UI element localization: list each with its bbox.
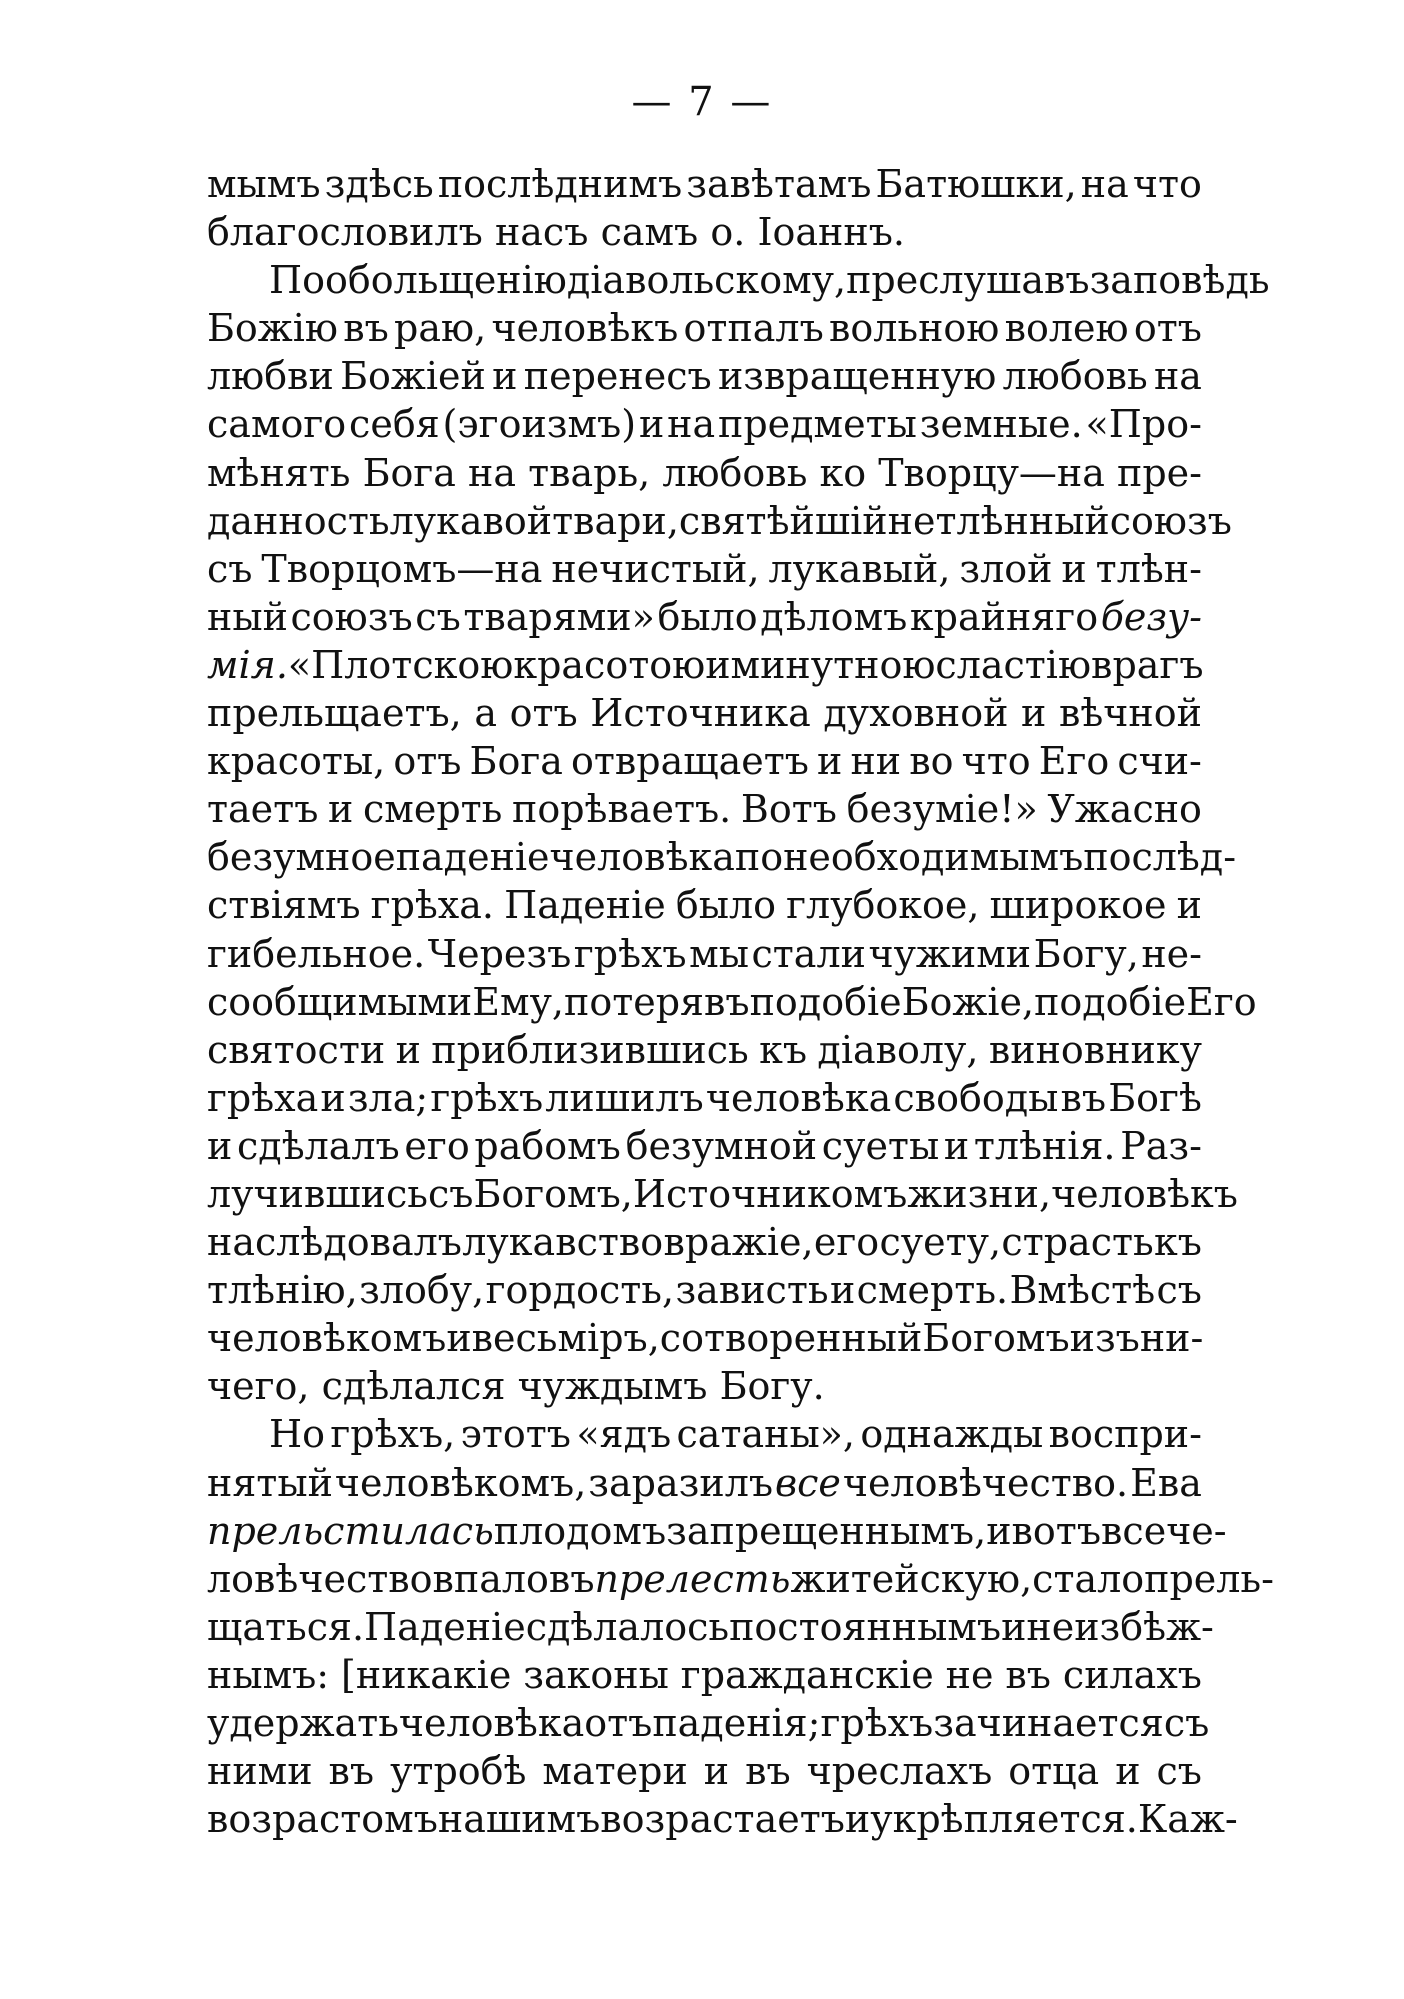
word: безумной [625,1123,818,1168]
word: и [1001,1604,1027,1649]
word: страсть [1001,1220,1154,1265]
word: суеты [821,1123,940,1168]
word: Вмѣстѣ [1009,1268,1156,1313]
word: утробѣ [390,1749,527,1794]
word: Божіе, [901,979,1035,1024]
word: Богѣ [1108,1075,1202,1120]
word: Богу, [1033,931,1139,976]
word: не [945,1652,994,1697]
word: святости [207,1027,386,1072]
word: подобіе [749,979,902,1024]
word: насъ [494,210,589,255]
word: лукавство [462,1220,664,1265]
word: неизбѣж- [1026,1604,1214,1649]
word: однажды [860,1412,1044,1457]
word: что [961,739,1031,784]
word: смерть. [856,1268,1009,1313]
word: чреслахъ [806,1749,993,1794]
word: сластію [935,642,1092,687]
text-line [207,352,1202,400]
word: нетлѣнный [887,498,1110,543]
word: Божію [207,306,338,351]
word: грѣха [207,1075,319,1120]
word: завѣтамъ [686,162,872,206]
word: съ [207,546,253,591]
word: и [844,1797,871,1842]
word: тварями» [463,594,655,639]
word: ствіямъ [207,883,361,928]
word: чужими [868,931,1032,976]
word: по [734,835,784,880]
word: стало [1032,1556,1145,1601]
word: Іоаннъ. [757,210,905,255]
word: земные. [919,402,1083,447]
word: въ [1060,1075,1107,1120]
word: любовь [1002,354,1148,399]
word: прель- [1144,1556,1274,1601]
word: врагъ [1091,642,1204,687]
word: силахъ [1062,1652,1202,1697]
word: Источника [590,691,811,736]
text-line [207,1410,1202,1458]
word: отпалъ [683,306,824,351]
word: съ [415,594,461,639]
word: въ [548,1556,595,1601]
text-line [207,160,1202,208]
word: Паденіе [504,883,666,928]
word: мія. [207,642,288,687]
word: законы [523,1652,669,1697]
word: зависть [675,1268,829,1313]
word: нашимъ [437,1797,601,1842]
word: его [404,1123,470,1168]
word: и [638,402,665,447]
word: сатаны», [676,1412,856,1457]
word: «ядъ [576,1412,672,1457]
word: и [207,1123,233,1168]
text-line [207,1795,1238,1843]
word: наслѣдовалъ [207,1220,462,1265]
word: Но [269,1412,326,1457]
word: мѣнять [207,450,351,495]
word: прельстилась [207,1508,494,1553]
text-line [207,1507,1227,1555]
word: весь [471,1316,558,1361]
word: грѣхъ, [330,1412,456,1457]
word: преслушавъ [846,258,1090,303]
word: Источникомъ [632,1171,908,1216]
word: подобіе [1034,979,1187,1024]
word: воспри- [1048,1412,1202,1457]
word: нечистый, [551,546,760,591]
word: и [986,1508,1012,1553]
word: этотъ [460,1412,571,1457]
word: человѣкомъ, [334,1460,587,1505]
word: человѣка [549,835,735,880]
word: къ [759,1027,808,1072]
word: злобу, [359,1268,485,1313]
word: зачинается [933,1701,1164,1745]
word: красоты, [207,739,386,784]
text-line [207,256,1270,304]
word: діаволу, [817,1027,979,1072]
word: сотворенный [659,1316,923,1361]
page-number: — 7 — [631,79,773,125]
word: щаться. [207,1604,365,1649]
word: зла; [347,1075,429,1120]
word: и [328,787,354,832]
word: Раз- [1120,1123,1202,1168]
text-line [207,1747,1202,1795]
word: данность [207,498,390,543]
text-line [207,1314,1202,1362]
word: (эгоизмъ) [442,402,637,447]
word: вольною [828,306,1000,351]
text-line [207,1459,1202,1507]
word: человѣкомъ [207,1316,447,1361]
word: міръ, [557,1316,660,1361]
word: лишилъ [545,1075,704,1120]
word: отъ [1133,306,1202,351]
word: грѣхъ [573,931,687,976]
word: мымъ [207,162,321,206]
word: ный [207,594,288,639]
word: святѣйшій [678,498,888,543]
word: человѣка [398,1701,585,1745]
word: съ [1156,1749,1202,1794]
word: удержать [207,1701,399,1745]
word: «Про- [1085,402,1202,447]
text-line [207,881,1202,929]
word: отъ [584,1701,653,1745]
word: порѣваетъ. [512,787,732,832]
word: Божіей [340,354,486,399]
word: паденіе [395,835,550,880]
word: впало [432,1556,549,1601]
word: злой [959,546,1053,591]
word: съ [427,1171,474,1216]
word: сдѣлалъ [237,1123,400,1168]
text-line [207,737,1202,785]
word: съ [1163,1701,1210,1745]
word: діавольскому, [566,258,847,303]
text-line [207,689,1202,737]
word: безу- [1100,594,1202,639]
word: человѣчество. [842,1460,1129,1505]
word: чуждымъ [517,1364,708,1409]
word: союзъ [1109,498,1232,543]
word: тлѣн- [1095,546,1202,591]
text-line [207,400,1202,448]
word: паденія; [652,1701,821,1745]
word: сдѣлался [321,1364,506,1409]
word: ними [207,1749,313,1794]
word: рабомъ [474,1123,621,1168]
word: глубокое, [786,883,980,928]
text-line [207,641,1202,689]
word: красотою [513,642,706,687]
word: было [657,594,758,639]
word: изъ [1069,1316,1140,1361]
word: плодомъ [493,1508,667,1553]
word: суету, [879,1220,1002,1265]
text-line [207,1266,1202,1314]
word: тварь, [528,450,651,495]
word: смерть [362,787,503,832]
word: стали [751,931,866,976]
word: къ [1154,1220,1202,1265]
word: а [474,691,497,736]
word: и [1176,883,1202,928]
word: свободы [893,1075,1059,1120]
text-line [207,1170,1238,1218]
word: ни- [1139,1316,1204,1361]
word: сообщимыми [207,979,473,1024]
word: союзъ [290,594,413,639]
word: на [1080,162,1129,206]
word: и [705,642,731,687]
word: тлѣнія. [973,1123,1116,1168]
word: необходимымъ [783,835,1084,880]
word: предметы [718,402,917,447]
word: грѣхъ [820,1701,934,1745]
word: раю, [394,306,487,351]
word: его [813,1220,880,1265]
word: Черезъ [427,931,572,976]
word: себя [349,402,440,447]
word: заразилъ [588,1460,774,1505]
word: самъ [600,210,699,255]
word: Его [1186,979,1257,1024]
text-line [207,785,1202,833]
word: въ [745,1749,791,1794]
word: на [468,450,516,495]
word: прельщаетъ, [207,691,462,736]
text-line [207,449,1202,497]
word: возрастомъ [207,1797,438,1842]
word: что [1132,162,1202,206]
word: лукавой [389,498,553,543]
word: перенесъ [523,354,712,399]
word: во [909,739,954,784]
word: минутною [730,642,936,687]
word: укрѣпляется. [870,1797,1138,1842]
word: возрастаетъ [600,1797,845,1842]
word: Батюшки, [875,162,1077,206]
word: матери [542,1749,688,1794]
word: человѣкъ [1051,1171,1238,1216]
word: на [1153,354,1202,399]
word: сдѣлалось [525,1604,730,1649]
word: пре- [1117,450,1202,495]
word: нятый [207,1460,333,1505]
text-line [207,593,1202,641]
text-line [207,1555,1274,1603]
word: твари, [552,498,679,543]
word: вражіе, [663,1220,814,1265]
word: благословилъ [207,210,483,255]
word: отвращаетъ [570,739,809,784]
word: лукавый, [768,546,951,591]
word: и [943,1123,970,1168]
word: крайняго [909,594,1099,639]
word: и [492,354,518,399]
word: тлѣнію, [207,1268,358,1313]
word: и [1115,1749,1141,1794]
text-line [207,1074,1202,1122]
word: безуміе!» [846,787,1038,832]
word: Вотъ [740,787,837,832]
word: было [675,883,776,928]
word: не- [1141,931,1202,976]
text-line [207,1603,1214,1651]
text-line [207,497,1232,545]
word: ко [819,450,867,495]
word: и [1021,691,1047,736]
word: счи- [1117,739,1202,784]
word: Ужасно [1047,787,1202,832]
text-line [207,978,1257,1026]
word: запрещеннымъ, [666,1508,987,1553]
word: и [320,1075,346,1120]
word: Бога [469,739,563,784]
word: и [817,739,843,784]
word: въ [343,306,389,351]
word: нымъ: [207,1652,330,1697]
word: въ [1005,1652,1051,1697]
word: съ [1156,1268,1202,1313]
word: вѣчной [1058,691,1202,736]
text-line [207,1699,1210,1747]
word: о. [710,210,746,255]
word: и [829,1268,856,1313]
word: послѣд- [1083,835,1237,880]
word: Творцу—на [878,450,1105,495]
word: гражданскіе [680,1652,934,1697]
word: [никакіе [341,1652,512,1697]
word: потерявъ [564,979,750,1024]
word: самого [207,402,347,447]
word: Каж- [1137,1797,1238,1842]
word: дѣломъ [760,594,908,639]
word: грѣхъ [430,1075,544,1120]
word: обольщенію [325,258,567,303]
word: человѣкъ [491,306,679,351]
word: отца [1008,1749,1100,1794]
word: безумное [207,835,396,880]
word: приблизившись [431,1027,749,1072]
word: на [667,402,716,447]
word: грѣха. [370,883,494,928]
text-line [207,1651,1202,1699]
word: и [395,1027,421,1072]
word: жизни, [907,1171,1052,1216]
body-text [207,160,1274,1843]
text-line [207,1218,1202,1266]
word: послѣднимъ [437,162,683,206]
word: и [446,1316,472,1361]
word: мы [689,931,749,976]
word: заповѣдь [1089,258,1270,303]
word: вотъ [1011,1508,1102,1553]
word: любовь [662,450,808,495]
word: чего, [207,1364,310,1409]
word: извращенную [717,354,997,399]
word: волею [1004,306,1129,351]
word: гордость, [485,1268,675,1313]
word: и [1061,546,1087,591]
word: таетъ [207,787,319,832]
word: широкое [989,883,1167,928]
word: Бога [362,450,456,495]
word: Богомъ [922,1316,1070,1361]
word: и [703,1749,730,1794]
word: отъ [509,691,578,736]
word: постояннымъ [729,1604,1002,1649]
text-line [207,930,1202,978]
word: виновнику [988,1027,1202,1072]
word: Его [1038,739,1110,784]
word: Богу. [719,1364,825,1409]
word: отъ [393,739,462,784]
word: Паденіе [364,1604,526,1649]
word: Ему, [472,979,564,1024]
word: Творцомъ—на [261,546,543,591]
text-line [207,1026,1202,1074]
word: духовной [823,691,1009,736]
word: прелесть [594,1556,791,1601]
word: все [1101,1508,1167,1553]
word: въ [328,1749,375,1794]
word: че- [1166,1508,1227,1553]
word: ловѣчество [207,1556,433,1601]
word: По [269,258,326,303]
text-line [207,208,1202,256]
word: все [775,1460,841,1505]
word: гибельное. [207,931,426,976]
text-line [207,545,1202,593]
word: Богомъ, [473,1171,633,1216]
word: здѣсь [324,162,434,206]
text-line [207,1122,1202,1170]
word: Ева [1130,1460,1202,1505]
text-line [207,304,1202,352]
word: человѣка [705,1075,892,1120]
text-line [207,833,1237,881]
word: «Плотскою [287,642,514,687]
word: ни [850,739,902,784]
word: любви [207,354,334,399]
text-line [207,1362,1202,1410]
word: житейскую, [790,1556,1033,1601]
word: лучившись [207,1171,428,1216]
